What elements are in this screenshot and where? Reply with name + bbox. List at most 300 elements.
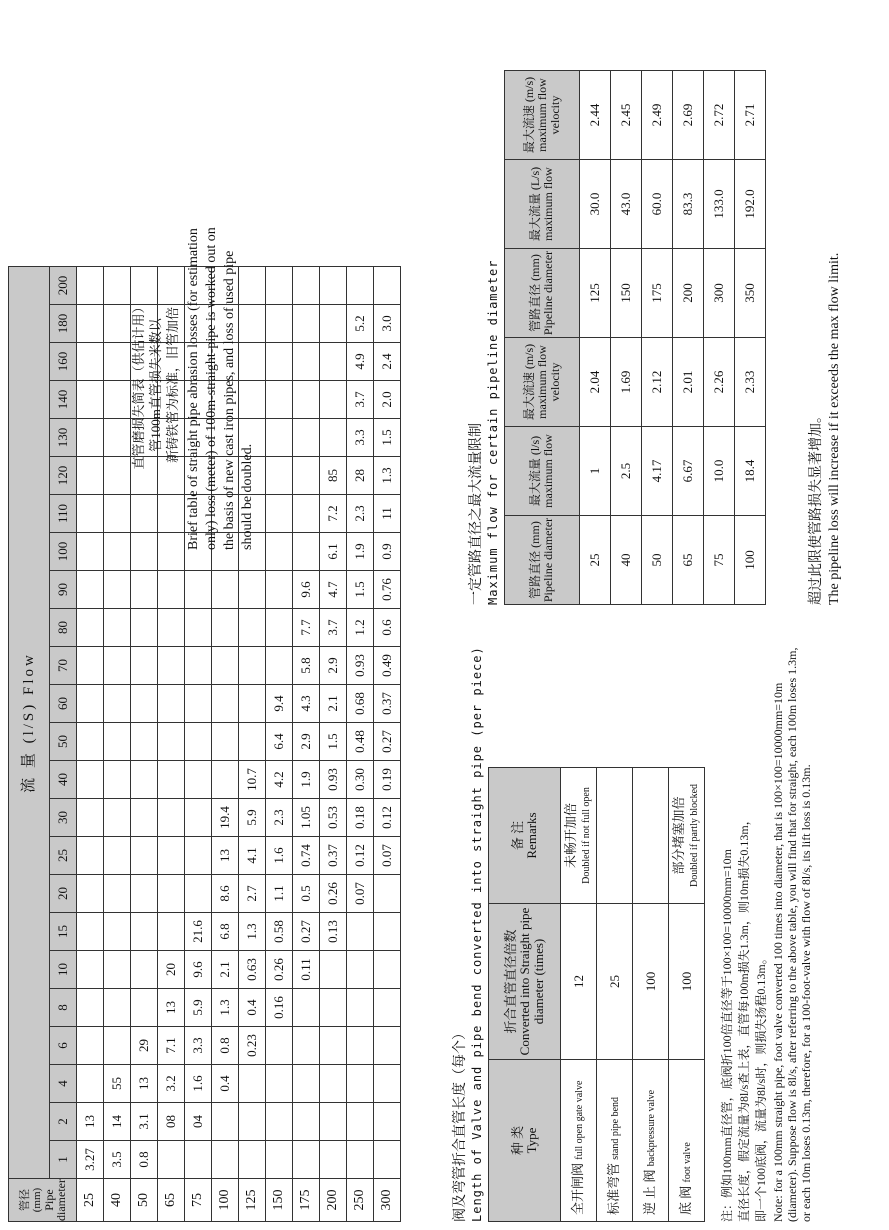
loss-cell bbox=[266, 267, 293, 305]
loss-cell: 4.7 bbox=[320, 571, 347, 609]
max-flow-note: 超过此限使管路损失显著增加。 The pipeline loss will increase if it exceeds the max flow limit. bbox=[809, 252, 842, 605]
loss-cell: 0.13 bbox=[320, 913, 347, 951]
loss-cell bbox=[104, 685, 131, 723]
max-flow-cell: 2.72 bbox=[704, 71, 735, 160]
loss-cell bbox=[374, 875, 401, 913]
loss-cell bbox=[374, 267, 401, 305]
max-flow-cell: 6.67 bbox=[673, 427, 704, 516]
flow-header-cell: 140 bbox=[50, 381, 77, 419]
loss-cell: 1.3 bbox=[239, 913, 266, 951]
dia-header: 管径(mm) Pipe diameter bbox=[9, 1179, 77, 1222]
loss-cell: 55 bbox=[104, 1065, 131, 1103]
diameter-cell: 250 bbox=[347, 1179, 374, 1222]
max-flow-title: 一定管路直径之最大流量限制 Maximum flow for certain pipeline diameter bbox=[469, 259, 500, 605]
loss-cell: 28 bbox=[347, 457, 374, 495]
flow-header-cell: 4 bbox=[50, 1065, 77, 1103]
diameter-cell: 75 bbox=[185, 1179, 212, 1222]
loss-cell bbox=[158, 837, 185, 875]
loss-cell: 2.3 bbox=[347, 495, 374, 533]
loss-cell: 3.7 bbox=[320, 609, 347, 647]
loss-cell bbox=[131, 761, 158, 799]
loss-cell bbox=[104, 951, 131, 989]
loss-cell: 1.2 bbox=[347, 609, 374, 647]
loss-cell bbox=[212, 685, 239, 723]
max-flow-header-row bbox=[505, 71, 580, 605]
loss-cell bbox=[374, 951, 401, 989]
flow-header-cell: 50 bbox=[50, 723, 77, 761]
loss-cell bbox=[104, 533, 131, 571]
loss-cell bbox=[77, 761, 104, 799]
loss-cell: 0.8 bbox=[131, 1141, 158, 1179]
loss-cell bbox=[158, 761, 185, 799]
loss-cell: 9.6 bbox=[293, 571, 320, 609]
loss-cell: 3.3 bbox=[347, 419, 374, 457]
loss-cell: 0.8 bbox=[212, 1027, 239, 1065]
max-flow-cell: 350 bbox=[735, 249, 766, 338]
max-flow-cell: 2.01 bbox=[673, 338, 704, 427]
diameter-cell: 100 bbox=[212, 1179, 239, 1222]
table-row bbox=[611, 71, 642, 605]
loss-cell bbox=[158, 875, 185, 913]
max-flow-cell: 2.45 bbox=[611, 71, 642, 160]
valve-remark-cell bbox=[669, 768, 705, 904]
loss-cell bbox=[77, 951, 104, 989]
max-flow-cell: 175 bbox=[642, 249, 673, 338]
max-flow-cell: 30.0 bbox=[580, 160, 611, 249]
table-row bbox=[266, 267, 293, 1222]
flow-header-cell: 90 bbox=[50, 571, 77, 609]
max-flow-cell: 300 bbox=[704, 249, 735, 338]
valve-remarks-header: 备 注 Remarks bbox=[489, 768, 561, 904]
valve-times-cell: 100 bbox=[633, 904, 669, 1060]
table-row bbox=[633, 768, 669, 1222]
loss-cell bbox=[104, 761, 131, 799]
loss-table-note: 直管磨损失简表（供估计用） 管100m直管损失米数以 新铸铁管为标准，旧管加倍 Brief table of straight pipe abrasion losses (for estimation only) loss (meter) of 100m-straight-pipe is worked out on the basis of new cast iron pipes, and loss of used pipe should be doubled. bbox=[131, 227, 255, 550]
flow-header-cell: 15 bbox=[50, 913, 77, 951]
loss-cell bbox=[131, 685, 158, 723]
loss-cell bbox=[293, 381, 320, 419]
diameter-cell: 65 bbox=[158, 1179, 185, 1222]
loss-cell bbox=[131, 913, 158, 951]
loss-cell bbox=[104, 609, 131, 647]
flow-header-cell: 6 bbox=[50, 1027, 77, 1065]
max-flow-cell: 83.3 bbox=[673, 160, 704, 249]
loss-cell bbox=[239, 1103, 266, 1141]
loss-cell bbox=[104, 305, 131, 343]
loss-cell: 5.2 bbox=[347, 305, 374, 343]
loss-cell bbox=[320, 267, 347, 305]
loss-cell bbox=[104, 837, 131, 875]
max-header-en: maximum flow bbox=[541, 434, 555, 508]
loss-cell bbox=[131, 723, 158, 761]
loss-cell bbox=[320, 1141, 347, 1179]
max-flow-cell: 43.0 bbox=[611, 160, 642, 249]
loss-cell: 19.4 bbox=[212, 799, 239, 837]
loss-cell bbox=[185, 685, 212, 723]
loss-cell bbox=[104, 989, 131, 1027]
loss-cell: 0.9 bbox=[374, 533, 401, 571]
loss-cell: 29 bbox=[131, 1027, 158, 1065]
table-row bbox=[642, 71, 673, 605]
loss-cell bbox=[104, 571, 131, 609]
table-row bbox=[374, 267, 401, 1222]
flow-header-cell: 60 bbox=[50, 685, 77, 723]
loss-cell: 0.19 bbox=[374, 761, 401, 799]
loss-cell bbox=[77, 989, 104, 1027]
loss-cell bbox=[131, 647, 158, 685]
loss-cell: 2.1 bbox=[212, 951, 239, 989]
max-flow-cell: 2.12 bbox=[642, 338, 673, 427]
loss-cell: 6.4 bbox=[266, 723, 293, 761]
loss-cell: 13 bbox=[212, 837, 239, 875]
valve-type-en: full open gate valve bbox=[573, 1080, 585, 1160]
valve-times-cell: 12 bbox=[561, 904, 597, 1060]
loss-cell bbox=[77, 381, 104, 419]
loss-cell: 14 bbox=[104, 1103, 131, 1141]
valve-type-en: backpressure valve bbox=[645, 1089, 657, 1167]
loss-cell bbox=[347, 267, 374, 305]
valve-type-en: foot valve bbox=[681, 1142, 693, 1183]
flow-header-cell: 2 bbox=[50, 1103, 77, 1141]
max-flow-cell: 60.0 bbox=[642, 160, 673, 249]
loss-cell bbox=[77, 495, 104, 533]
table-row bbox=[704, 71, 735, 605]
loss-cell bbox=[131, 609, 158, 647]
loss-cell: 5.8 bbox=[293, 647, 320, 685]
max-header-en: maximum flow velocity bbox=[534, 345, 562, 419]
loss-cell bbox=[185, 1141, 212, 1179]
valve-conv-header: 折合直管直径倍数 Converted into Straight pipe diameter (times) bbox=[489, 904, 561, 1060]
loss-cell: 0.63 bbox=[239, 951, 266, 989]
loss-cell bbox=[293, 457, 320, 495]
loss-cell: 2.0 bbox=[374, 381, 401, 419]
max-flow-cell: 100 bbox=[735, 516, 766, 605]
loss-cell bbox=[266, 305, 293, 343]
loss-cell bbox=[266, 533, 293, 571]
loss-cell bbox=[347, 1065, 374, 1103]
loss-cell: 1.9 bbox=[347, 533, 374, 571]
loss-cell bbox=[320, 343, 347, 381]
loss-cell bbox=[158, 571, 185, 609]
max-header-en: maximum flow bbox=[541, 167, 555, 241]
flow-header-cell: 10 bbox=[50, 951, 77, 989]
loss-cell bbox=[347, 989, 374, 1027]
loss-cell: 0.27 bbox=[374, 723, 401, 761]
loss-cell bbox=[104, 1027, 131, 1065]
loss-cell bbox=[131, 837, 158, 875]
loss-cell: 0.76 bbox=[374, 571, 401, 609]
loss-cell: 0.74 bbox=[293, 837, 320, 875]
flow-header-cell: 30 bbox=[50, 799, 77, 837]
loss-cell bbox=[131, 571, 158, 609]
max-flow-cell: 50 bbox=[642, 516, 673, 605]
loss-cell bbox=[239, 723, 266, 761]
loss-cell bbox=[185, 799, 212, 837]
flow-header-cell: 200 bbox=[50, 267, 77, 305]
loss-cell bbox=[347, 1103, 374, 1141]
loss-cell bbox=[104, 495, 131, 533]
table-row bbox=[561, 768, 597, 1222]
loss-cell: 0.5 bbox=[293, 875, 320, 913]
loss-cell bbox=[266, 1065, 293, 1103]
max-header-cell bbox=[505, 160, 580, 249]
valve-type-zh: 全开闸阀 bbox=[569, 1162, 585, 1215]
loss-cell bbox=[158, 685, 185, 723]
max-flow-cell: 150 bbox=[611, 249, 642, 338]
loss-cell bbox=[374, 1103, 401, 1141]
max-flow-cell: 1 bbox=[580, 427, 611, 516]
loss-cell bbox=[266, 381, 293, 419]
loss-cell: 7.1 bbox=[158, 1027, 185, 1065]
loss-cell bbox=[374, 1027, 401, 1065]
max-flow-cell: 10.0 bbox=[704, 427, 735, 516]
flow-header-cell: 40 bbox=[50, 761, 77, 799]
loss-cell: 2.3 bbox=[266, 799, 293, 837]
loss-cell: 0.93 bbox=[347, 647, 374, 685]
max-flow-cell: 2.49 bbox=[642, 71, 673, 160]
loss-cell bbox=[185, 837, 212, 875]
valve-remark-cell bbox=[597, 768, 633, 904]
loss-cell: 3.2 bbox=[158, 1065, 185, 1103]
table-row bbox=[320, 267, 347, 1222]
loss-cell bbox=[77, 1065, 104, 1103]
max-header-cell bbox=[505, 71, 580, 160]
max-flow-cell: 133.0 bbox=[704, 160, 735, 249]
loss-cell bbox=[104, 647, 131, 685]
flow-header-cell: 80 bbox=[50, 609, 77, 647]
loss-cell bbox=[347, 913, 374, 951]
loss-cell bbox=[266, 1027, 293, 1065]
loss-cell bbox=[293, 533, 320, 571]
max-flow-cell: 2.71 bbox=[735, 71, 766, 160]
remark-en: Doubled if not full open bbox=[580, 787, 592, 884]
loss-cell bbox=[104, 799, 131, 837]
loss-cell bbox=[293, 1103, 320, 1141]
loss-cell: 11 bbox=[374, 495, 401, 533]
loss-cell: 2.9 bbox=[320, 647, 347, 685]
table-row bbox=[293, 267, 320, 1222]
loss-cell bbox=[104, 723, 131, 761]
loss-cell bbox=[212, 723, 239, 761]
loss-cell bbox=[77, 913, 104, 951]
loss-cell: 0.53 bbox=[320, 799, 347, 837]
loss-cell bbox=[212, 1103, 239, 1141]
flow-header-cell: 70 bbox=[50, 647, 77, 685]
loss-cell bbox=[158, 723, 185, 761]
loss-cell: 0.4 bbox=[239, 989, 266, 1027]
loss-cell: 4.2 bbox=[266, 761, 293, 799]
max-header-cell bbox=[505, 427, 580, 516]
loss-cell: 1.3 bbox=[374, 457, 401, 495]
loss-cell: 5.9 bbox=[239, 799, 266, 837]
loss-cell bbox=[320, 305, 347, 343]
diameter-cell: 300 bbox=[374, 1179, 401, 1222]
loss-cell bbox=[239, 571, 266, 609]
loss-cell bbox=[77, 343, 104, 381]
loss-cell: 08 bbox=[158, 1103, 185, 1141]
flow-header-cell: 1 bbox=[50, 1141, 77, 1179]
loss-cell bbox=[104, 875, 131, 913]
loss-cell: 1.1 bbox=[266, 875, 293, 913]
valve-table-note: 注：例如100mm直径管，底阀折100倍直径等于100×100=10000mm=10m 直径长度，假定流量为8l/s查上表，直管每100m损失1.3m，则10m损失0.13m， 即一个100底阀，流量为8l/s时，则损失扬程0.13m。 Note: for a 100mm straight pipe, foot valve converted 100 times into diameter, that is 100×100=10000mm=10m (diameter). Suppose flow is 8l/s, after referring to the above table, you will find that for straight, each 100m loses 1.3m, or each 10m loses 0.13m, therefore, for a 100-foot-valve with flow of 8l/s, its lift loss is 0.13m. bbox=[720, 647, 813, 1222]
loss-cell: 3.5 bbox=[104, 1141, 131, 1179]
loss-cell bbox=[212, 647, 239, 685]
loss-cell bbox=[77, 799, 104, 837]
loss-cell: 1.9 bbox=[293, 761, 320, 799]
valve-type-cell bbox=[561, 1060, 597, 1222]
max-header-zh: 最大流量 (L/s) bbox=[528, 166, 542, 242]
max-header-cell bbox=[505, 516, 580, 605]
loss-cell bbox=[266, 343, 293, 381]
max-flow-cell: 2.44 bbox=[580, 71, 611, 160]
loss-cell bbox=[77, 419, 104, 457]
loss-cell: 0.48 bbox=[347, 723, 374, 761]
max-header-en: Pipeline diameter bbox=[541, 250, 555, 336]
loss-cell: 13 bbox=[158, 989, 185, 1027]
loss-cell bbox=[158, 1141, 185, 1179]
loss-cell: 7.2 bbox=[320, 495, 347, 533]
loss-cell bbox=[266, 419, 293, 457]
flow-header-row bbox=[50, 267, 77, 1222]
loss-cell: 9.4 bbox=[266, 685, 293, 723]
loss-cell: 85 bbox=[320, 457, 347, 495]
loss-cell bbox=[77, 875, 104, 913]
loss-cell bbox=[266, 647, 293, 685]
loss-cell bbox=[293, 267, 320, 305]
loss-cell bbox=[77, 609, 104, 647]
loss-cell: 1.6 bbox=[266, 837, 293, 875]
max-header-cell bbox=[505, 249, 580, 338]
loss-cell: 0.58 bbox=[266, 913, 293, 951]
max-header-zh: 最大流量 (l/s) bbox=[528, 435, 542, 507]
loss-cell bbox=[158, 609, 185, 647]
max-header-zh: 管路直径 (mm) bbox=[528, 254, 542, 332]
loss-cell bbox=[293, 1027, 320, 1065]
diameter-cell: 25 bbox=[77, 1179, 104, 1222]
loss-cell bbox=[77, 837, 104, 875]
loss-cell bbox=[185, 609, 212, 647]
loss-cell bbox=[131, 951, 158, 989]
loss-cell bbox=[77, 267, 104, 305]
loss-cell bbox=[293, 1141, 320, 1179]
loss-cell bbox=[293, 419, 320, 457]
loss-cell: 1.5 bbox=[320, 723, 347, 761]
diameter-cell: 175 bbox=[293, 1179, 320, 1222]
valve-remark-cell bbox=[561, 768, 597, 904]
loss-cell: 3.0 bbox=[374, 305, 401, 343]
loss-cell bbox=[104, 343, 131, 381]
loss-cell bbox=[212, 609, 239, 647]
loss-cell: 1.5 bbox=[374, 419, 401, 457]
flow-header-cell: 20 bbox=[50, 875, 77, 913]
loss-cell bbox=[320, 381, 347, 419]
loss-cell bbox=[293, 305, 320, 343]
loss-cell bbox=[212, 761, 239, 799]
max-flow-cell: 2.5 bbox=[611, 427, 642, 516]
loss-cell: 2.4 bbox=[374, 343, 401, 381]
max-header-zh: 最大流速 (m/s) bbox=[521, 343, 536, 421]
table-row bbox=[669, 768, 705, 1222]
loss-cell: 2.1 bbox=[320, 685, 347, 723]
valve-times-cell: 25 bbox=[597, 904, 633, 1060]
loss-cell: 8.6 bbox=[212, 875, 239, 913]
loss-cell: 5.9 bbox=[185, 989, 212, 1027]
loss-cell bbox=[266, 1141, 293, 1179]
loss-cell bbox=[239, 685, 266, 723]
flow-header-cell: 25 bbox=[50, 837, 77, 875]
max-header-zh: 最大流速 (m/s) bbox=[521, 76, 536, 154]
valve-type-zh: 底 阀 bbox=[677, 1185, 693, 1215]
max-flow-cell: 192.0 bbox=[735, 160, 766, 249]
max-flow-cell: 200 bbox=[673, 249, 704, 338]
loss-cell: 3.3 bbox=[185, 1027, 212, 1065]
loss-cell bbox=[77, 685, 104, 723]
loss-cell bbox=[374, 1065, 401, 1103]
loss-cell bbox=[212, 1141, 239, 1179]
loss-cell bbox=[158, 913, 185, 951]
loss-cell: 0.26 bbox=[266, 951, 293, 989]
loss-cell: 0.27 bbox=[293, 913, 320, 951]
flow-header-cell: 180 bbox=[50, 305, 77, 343]
loss-cell bbox=[266, 495, 293, 533]
loss-cell: 0.16 bbox=[266, 989, 293, 1027]
max-flow-table bbox=[504, 70, 766, 605]
loss-cell bbox=[293, 495, 320, 533]
remark-en: Doubled if partly blocked bbox=[688, 783, 700, 888]
max-flow-cell: 2.26 bbox=[704, 338, 735, 427]
flow-header-cell: 160 bbox=[50, 343, 77, 381]
table-row bbox=[673, 71, 704, 605]
valve-remark-cell bbox=[633, 768, 669, 904]
loss-cell: 3.27 bbox=[77, 1141, 104, 1179]
loss-cell: 1.05 bbox=[293, 799, 320, 837]
loss-cell: 0.37 bbox=[320, 837, 347, 875]
loss-cell bbox=[131, 799, 158, 837]
loss-cell: 0.68 bbox=[347, 685, 374, 723]
loss-cell bbox=[347, 1141, 374, 1179]
loss-cell: 0.49 bbox=[374, 647, 401, 685]
loss-cell: 10.7 bbox=[239, 761, 266, 799]
loss-cell: 0.93 bbox=[320, 761, 347, 799]
valve-table bbox=[488, 767, 705, 1222]
diameter-cell: 150 bbox=[266, 1179, 293, 1222]
loss-cell bbox=[104, 913, 131, 951]
diameter-cell: 200 bbox=[320, 1179, 347, 1222]
loss-cell bbox=[77, 533, 104, 571]
loss-cell: 0.12 bbox=[374, 799, 401, 837]
max-header-en: maximum flow velocity bbox=[534, 78, 562, 152]
loss-cell: 20 bbox=[158, 951, 185, 989]
loss-cell: 0.30 bbox=[347, 761, 374, 799]
loss-cell bbox=[320, 1065, 347, 1103]
valve-type-header: 种 类 Type bbox=[489, 1060, 561, 1222]
loss-cell: 0.18 bbox=[347, 799, 374, 837]
flow-header-cell: 120 bbox=[50, 457, 77, 495]
valve-type-zh: 标准弯管 bbox=[605, 1162, 621, 1215]
loss-cell: 13 bbox=[131, 1065, 158, 1103]
max-flow-cell: 4.17 bbox=[642, 427, 673, 516]
loss-cell: 6.8 bbox=[212, 913, 239, 951]
loss-cell: 0.07 bbox=[347, 875, 374, 913]
loss-cell bbox=[320, 1027, 347, 1065]
loss-cell bbox=[266, 571, 293, 609]
flow-header-cell: 100 bbox=[50, 533, 77, 571]
loss-cell bbox=[212, 571, 239, 609]
loss-cell: 0.11 bbox=[293, 951, 320, 989]
loss-cell: 1.6 bbox=[185, 1065, 212, 1103]
loss-cell: 0.4 bbox=[212, 1065, 239, 1103]
loss-cell bbox=[77, 1027, 104, 1065]
